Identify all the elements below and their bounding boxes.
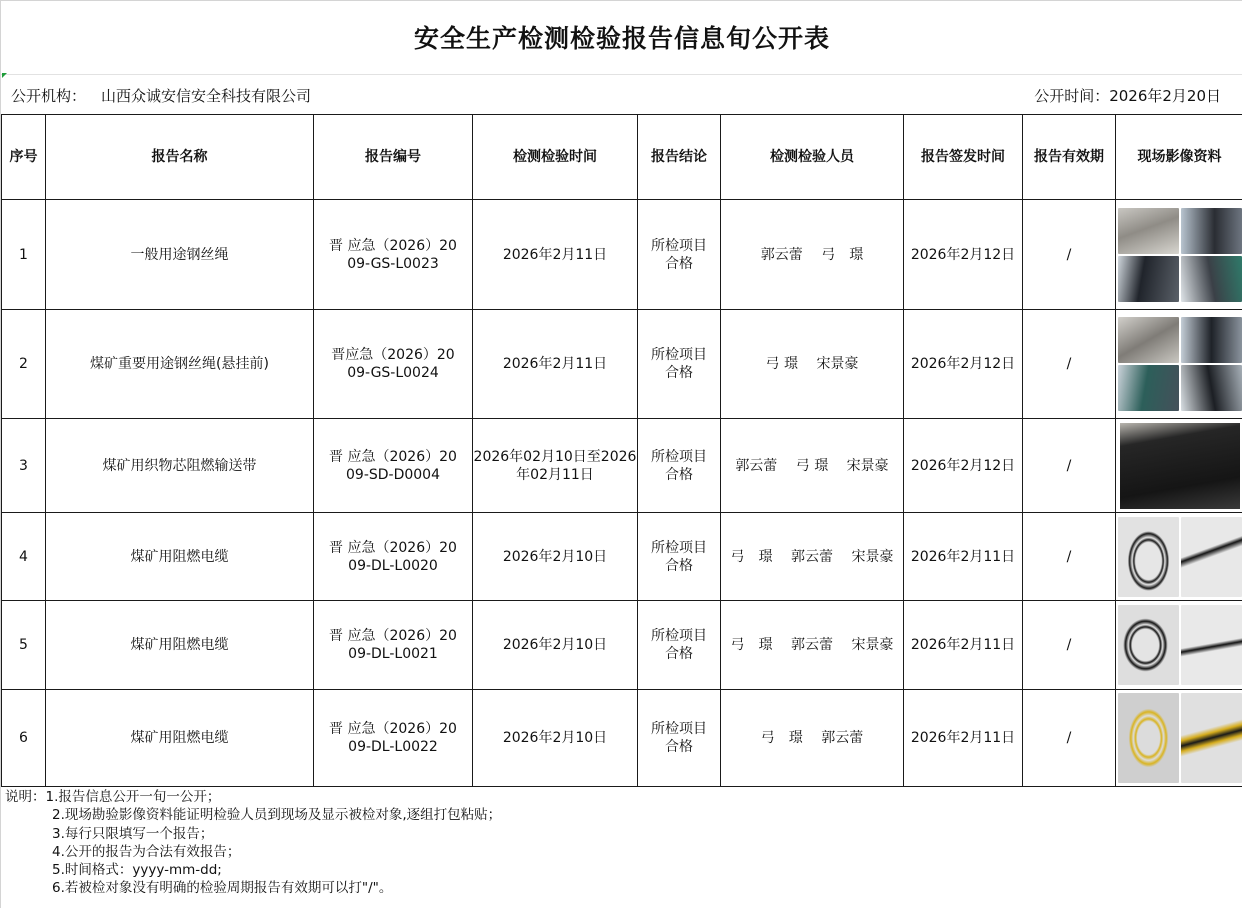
site-photo-inspector[interactable] (1118, 365, 1179, 411)
report-code-line: 09-DL-L0021 (348, 646, 438, 662)
report-code-line: 晋应急（2026）20 (331, 347, 455, 363)
result[interactable] (638, 419, 721, 513)
notes-section (5, 788, 501, 898)
validity[interactable]: / (1023, 310, 1116, 419)
report-name[interactable]: 一般用途钢丝绳 (46, 200, 314, 310)
inspectors[interactable]: 弓 璟 宋景豪 (721, 310, 904, 419)
report-name[interactable]: 煤矿用织物芯阻燃输送带 (46, 419, 314, 513)
test-time[interactable]: 2026年2月11日 (473, 310, 638, 419)
header-cell[interactable]: 报告结论 (638, 115, 721, 200)
note-line: 说明：1.报告信息公开一旬一公开； (5, 789, 221, 805)
sign-time[interactable]: 2026年2月11日 (904, 690, 1023, 787)
result-line: 合格 (665, 646, 693, 662)
sign-time[interactable]: 2026年2月11日 (904, 601, 1023, 690)
site-photo-cable[interactable] (1181, 693, 1242, 783)
result-line: 所检项目 (651, 448, 707, 465)
report-code-line: 09-DL-L0020 (348, 557, 438, 574)
site-photo-cable[interactable] (1118, 693, 1179, 783)
photo-cell[interactable] (1116, 310, 1242, 419)
site-photo-cable[interactable] (1118, 605, 1179, 685)
site-photo-inspector[interactable] (1181, 208, 1242, 254)
result-line: 所检项目 (651, 237, 707, 254)
result-line: 所检项目 (651, 721, 707, 737)
site-photo-inspector[interactable] (1118, 256, 1179, 302)
site-photo-wire-rope[interactable] (1118, 208, 1179, 254)
publish-time: 公开时间：2026年2月20日 (1034, 87, 1221, 105)
row-number[interactable]: 2 (2, 310, 46, 419)
result-line: 所检项目 (651, 628, 707, 644)
photo-cell[interactable] (1116, 200, 1242, 310)
test-time[interactable]: 2026年2月10日 (473, 690, 638, 787)
result[interactable] (638, 601, 721, 690)
result[interactable] (638, 200, 721, 310)
validity[interactable]: / (1023, 513, 1116, 601)
report-code-line: 晋 应急（2026）20 (329, 448, 457, 465)
inspectors[interactable]: 弓 璟 郭云蕾 宋景豪 (721, 513, 904, 601)
report-name[interactable]: 煤矿用阻燃电缆 (46, 690, 314, 787)
org-info-row (1, 76, 1242, 114)
page-title: 安全生产检测检验报告信息旬公开表 (1, 1, 1242, 75)
validity[interactable]: / (1023, 200, 1116, 310)
note-line: 4.公开的报告为合法有效报告； (52, 843, 241, 860)
report-name[interactable]: 煤矿用阻燃电缆 (46, 601, 314, 690)
validity[interactable]: / (1023, 601, 1116, 690)
validity[interactable]: / (1023, 690, 1116, 787)
report-code[interactable] (314, 513, 473, 601)
photo-cell[interactable] (1116, 419, 1242, 513)
test-time[interactable]: 2026年2月11日 (473, 200, 638, 310)
site-photo-wire-rope[interactable] (1118, 317, 1179, 363)
table-row (2, 690, 1242, 787)
row-number[interactable]: 6 (2, 690, 46, 787)
report-code-line: 晋 应急（2026）20 (329, 628, 457, 644)
sign-time[interactable]: 2026年2月12日 (904, 200, 1023, 310)
photo-cell[interactable] (1116, 601, 1242, 690)
site-photo-cable[interactable] (1181, 605, 1242, 685)
report-code-line: 09-GS-L0024 (347, 365, 439, 381)
inspectors[interactable]: 弓 璟 郭云蕾 宋景豪 (721, 601, 904, 690)
row-number[interactable]: 1 (2, 200, 46, 310)
row-number[interactable]: 4 (2, 513, 46, 601)
result-line: 合格 (665, 255, 693, 272)
inspectors[interactable]: 弓 璟 郭云蕾 (721, 690, 904, 787)
photo-cell[interactable] (1116, 690, 1242, 787)
table-row (2, 419, 1242, 513)
table-row (2, 601, 1242, 690)
result-line: 合格 (665, 739, 693, 755)
site-photo-conveyor-belt[interactable] (1120, 423, 1240, 509)
report-code[interactable] (314, 310, 473, 419)
result-line: 合格 (665, 466, 693, 483)
header-cell[interactable]: 报告签发时间 (904, 115, 1023, 200)
report-code-line: 09-SD-D0004 (346, 466, 440, 483)
sign-time[interactable]: 2026年2月12日 (904, 419, 1023, 513)
validity[interactable]: / (1023, 419, 1116, 513)
report-code[interactable] (314, 200, 473, 310)
header-cell[interactable]: 检测检验人员 (721, 115, 904, 200)
result[interactable] (638, 310, 721, 419)
note-line: 5.时间格式：yyyy-mm-dd; (52, 862, 222, 879)
inspectors[interactable]: 郭云蕾 弓 璟 (721, 200, 904, 310)
test-time[interactable]: 2026年2月10日 (473, 601, 638, 690)
report-code-line: 09-DL-L0022 (348, 739, 438, 755)
table-row (2, 310, 1242, 419)
header-row (2, 115, 1242, 200)
site-photo-machine[interactable] (1181, 317, 1242, 363)
header-cell[interactable]: 报告有效期 (1023, 115, 1116, 200)
org-name: 山西众诚安信安全科技有限公司 (101, 87, 312, 105)
sign-time[interactable]: 2026年2月12日 (904, 310, 1023, 419)
org-label: 公开机构： (11, 87, 87, 105)
row-number[interactable]: 3 (2, 419, 46, 513)
sign-time[interactable]: 2026年2月11日 (904, 513, 1023, 601)
header-cell[interactable]: 现场影像资料 (1116, 115, 1242, 200)
row-number[interactable]: 5 (2, 601, 46, 690)
table-row (2, 513, 1242, 601)
report-code-line: 晋 应急（2026）20 (329, 539, 457, 556)
header-cell[interactable]: 检测检验时间 (473, 115, 638, 200)
site-photo-inspector[interactable] (1181, 365, 1242, 411)
test-time[interactable]: 2026年02月10日至2026年02月11日 (473, 419, 638, 513)
site-photo-cable[interactable] (1181, 517, 1242, 597)
header-cell[interactable]: 序号 (2, 115, 46, 200)
report-code-line: 晋 应急（2026）20 (329, 237, 457, 254)
report-code-line: 晋 应急（2026）20 (329, 721, 457, 737)
note-line: 3.每行只限填写一个报告； (52, 825, 214, 842)
result-line: 所检项目 (651, 539, 707, 556)
result-line: 合格 (665, 557, 693, 574)
header-cell[interactable]: 报告名称 (46, 115, 314, 200)
result-line: 合格 (665, 365, 693, 381)
photo-cell[interactable] (1116, 513, 1242, 601)
header-cell[interactable]: 报告编号 (314, 115, 473, 200)
report-code[interactable] (314, 601, 473, 690)
site-photo-machine[interactable] (1181, 256, 1242, 302)
report-code-line: 09-GS-L0023 (347, 255, 439, 272)
test-time[interactable]: 2026年2月10日 (473, 513, 638, 601)
result[interactable] (638, 690, 721, 787)
result-line: 所检项目 (651, 347, 707, 363)
report-code[interactable] (314, 419, 473, 513)
result[interactable] (638, 513, 721, 601)
table-row (2, 200, 1242, 310)
site-photo-cable[interactable] (1118, 517, 1179, 597)
report-name[interactable]: 煤矿重要用途钢丝绳(悬挂前) (46, 310, 314, 419)
report-table (1, 114, 1242, 787)
report-name[interactable]: 煤矿用阻燃电缆 (46, 513, 314, 601)
note-line: 2.现场勘验影像资料能证明检验人员到现场及显示被检对象,逐组打包粘贴； (52, 807, 502, 824)
note-line: 6.若被检对象没有明确的检验周期报告有效期可以打"/"。 (52, 880, 393, 897)
report-code[interactable] (314, 690, 473, 787)
inspectors[interactable]: 郭云蕾 弓 璟 宋景豪 (721, 419, 904, 513)
